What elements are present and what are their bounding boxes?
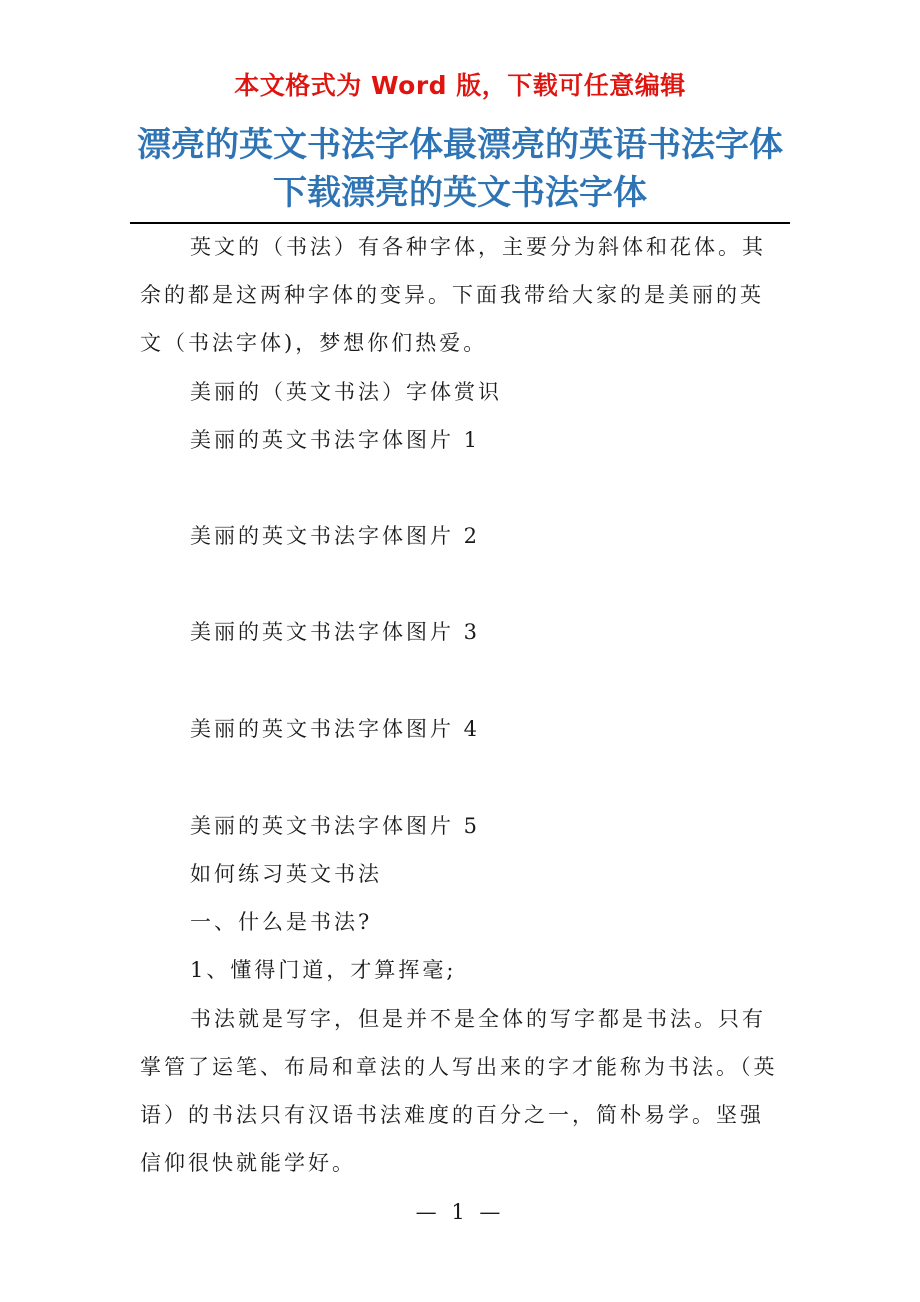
document-title: 漂亮的英文书法字体最漂亮的英语书法字体下载漂亮的英文书法字体 bbox=[137, 125, 783, 213]
calligraphy-paragraph: 书法就是写字，但是并不是全体的写字都是书法。只有掌管了运笔、布局和章法的人写出来的字才能称为书法。（英语）的书法只有汉语书法难度的百分之一，简朴易学。坚强信仰很快就能学好。 bbox=[140, 1007, 778, 1175]
figure-caption-1: 美丽的英文书法字体图片 1 bbox=[190, 428, 481, 452]
section-heading-one: 一、什么是书法? bbox=[190, 910, 373, 934]
intro-paragraph: 英文的（书法）有各种字体，主要分为斜体和花体。其余的都是这两种字体的变异。下面我带给大家的是美丽的英文（书法字体)，梦想你们热爱。 bbox=[140, 235, 766, 355]
figure-caption-4: 美丽的英文书法字体图片 4 bbox=[190, 717, 481, 741]
figure-caption-2: 美丽的英文书法字体图片 2 bbox=[190, 524, 481, 548]
page-number: — 1 — bbox=[415, 1200, 505, 1224]
figure-caption-5: 美丽的英文书法字体图片 5 bbox=[190, 814, 481, 838]
appreciation-heading: 美丽的（英文书法）字体赏识 bbox=[190, 380, 502, 404]
point-one: 1、懂得门道，才算挥毫; bbox=[190, 958, 457, 982]
figure-caption-3: 美丽的英文书法字体图片 3 bbox=[190, 620, 481, 644]
practice-heading: 如何练习英文书法 bbox=[190, 862, 382, 886]
format-notice: 本文格式为 Word 版，下载可任意编辑 bbox=[234, 71, 686, 100]
